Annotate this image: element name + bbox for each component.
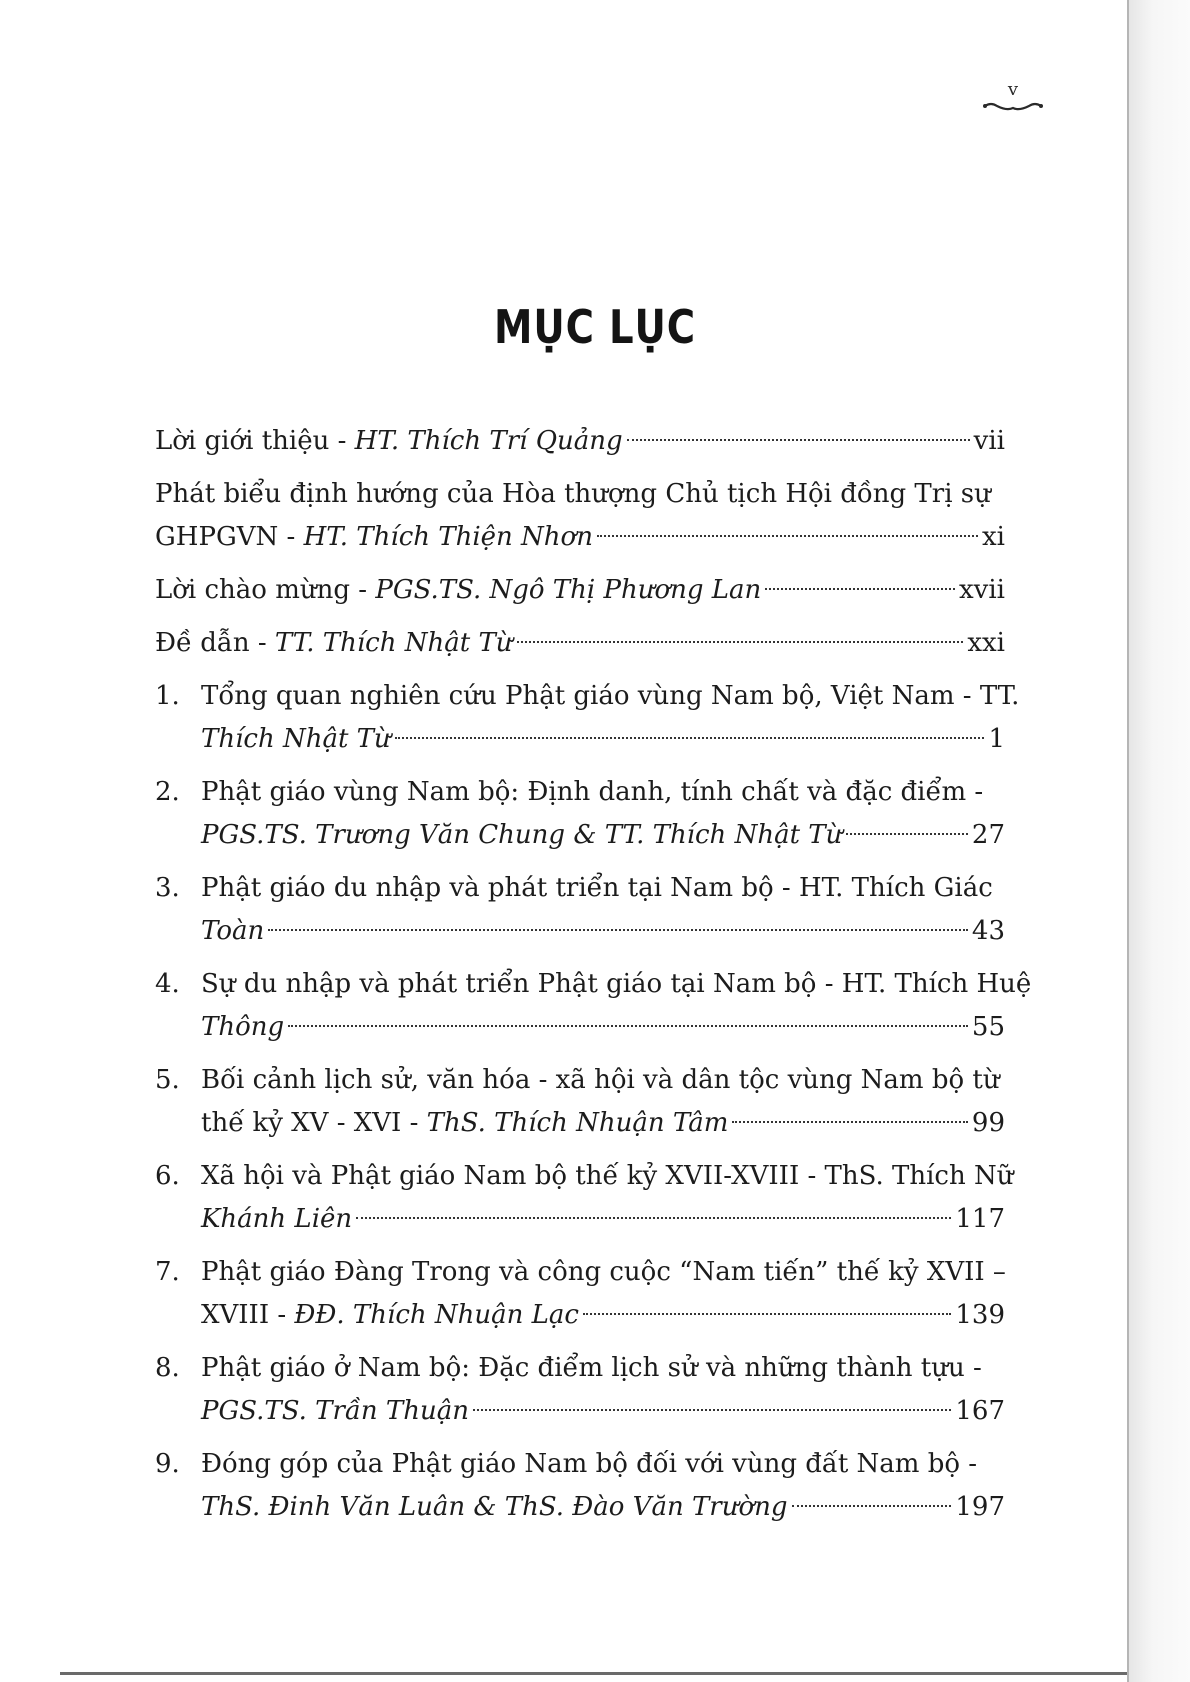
dot-leader [583, 1313, 951, 1315]
toc-entry-title: XVIII - [201, 1300, 295, 1330]
dot-leader [597, 535, 978, 537]
toc-entry-author: Toàn [201, 916, 265, 946]
dot-leader [268, 929, 968, 931]
toc-entry-last-line [201, 718, 1005, 761]
toc-entry[interactable] [155, 622, 1005, 665]
toc-entry-author: ThS. Thích Nhuận Tâm [426, 1108, 729, 1138]
toc-entry-title: Phật giáo vùng Nam bộ: Định danh, tính chất và đặc điểm - [201, 777, 984, 807]
toc-entry[interactable] [155, 675, 1020, 761]
toc-entry-title: Lời giới thiệu - [155, 426, 355, 456]
toc-entry-title: GHPGVN - [155, 522, 304, 552]
toc-entry-page: 27 [971, 820, 1005, 850]
toc-entry[interactable] [155, 1155, 1014, 1241]
toc-entry-last-line [201, 1006, 1005, 1049]
toc-entry-page: 197 [955, 1492, 1005, 1522]
toc-entry[interactable] [155, 963, 1032, 1049]
toc-entry-author: ThS. Đinh Văn Luân & ThS. Đào Văn Trường [201, 1492, 788, 1522]
toc-entry-number: 1. [155, 681, 180, 711]
dot-leader [732, 1121, 968, 1123]
toc-entry[interactable] [155, 867, 1005, 953]
dot-leader [792, 1505, 952, 1507]
toc-entry-number: 6. [155, 1161, 180, 1191]
toc-entry-title: Đề dẫn - [155, 628, 275, 658]
dot-leader [288, 1025, 968, 1027]
toc-entry-author: HT. Thích Thiện Nhơn [303, 522, 593, 552]
toc-entry-last-line [201, 1486, 1005, 1529]
toc-entry[interactable] [155, 1443, 1005, 1529]
toc-entry-page: xi [982, 522, 1005, 552]
toc-entry-title: Phát biểu định hướng của Hòa thượng Chủ tịch Hội đồng Trị sự [155, 479, 991, 509]
toc-entry-author: HT. Thích Trí Quảng [354, 426, 623, 456]
toc-entry-number: 7. [155, 1257, 180, 1287]
toc-entry-title: Phật giáo Đàng Trong và công cuộc “Nam tiến” thế kỷ XVII – [201, 1257, 1006, 1287]
toc-entry-page: 55 [971, 1012, 1005, 1042]
toc-entry[interactable] [155, 1347, 1005, 1433]
dot-leader [517, 641, 964, 643]
toc-entry-title: Lời chào mừng - [155, 575, 376, 605]
toc-entry-page: xxi [967, 628, 1005, 658]
toc-entry-title: Sự du nhập và phát triển Phật giáo tại Nam bộ - HT. Thích Huệ [201, 969, 1032, 999]
toc-entry-last-line [201, 910, 1005, 953]
toc-entry-number: 8. [155, 1353, 180, 1383]
page-title: MỤC LỤC [494, 300, 696, 354]
dot-leader [846, 833, 968, 835]
dot-leader [356, 1217, 951, 1219]
toc-entry-number: 4. [155, 969, 180, 999]
toc-entry-author: Thích Nhật Từ [201, 724, 391, 754]
toc-entry-last-line [155, 622, 1005, 665]
toc-entry-title: Phật giáo du nhập và phát triển tại Nam bộ - HT. Thích Giác [201, 873, 993, 903]
toc-entry-author: Thông [201, 1012, 285, 1042]
toc-entry-last-line [155, 420, 1005, 463]
toc-entry-page: xvii [959, 575, 1005, 605]
toc-entry[interactable] [155, 420, 1005, 463]
toc-entry-title: Đóng góp của Phật giáo Nam bộ đối với vùng đất Nam bộ - [201, 1449, 978, 1479]
page-number-text: v [1007, 79, 1019, 100]
dot-leader [765, 588, 955, 590]
toc-entry-page: vii [973, 426, 1005, 456]
bottom-rule [60, 1672, 1127, 1675]
toc-entry-title: thế kỷ XV - XVI - [201, 1108, 427, 1138]
toc-entry-author: ĐĐ. Thích Nhuận Lạc [294, 1300, 579, 1330]
toc-entry-author: PGS.TS. Trần Thuận [201, 1396, 469, 1426]
ornament-flourish-icon [981, 100, 1045, 112]
toc-entry[interactable] [155, 1059, 1005, 1145]
toc-entry-page: 43 [971, 916, 1005, 946]
toc-entry-number: 5. [155, 1065, 180, 1095]
toc-entry-author: Khánh Liên [201, 1204, 353, 1234]
toc-entry-last-line [201, 814, 1005, 857]
toc-entry-last-line [201, 1198, 1005, 1241]
page-number [978, 80, 1048, 114]
toc-entry-last-line [201, 1102, 1005, 1145]
toc-entry-last-line [155, 569, 1005, 612]
toc-entry-title: Xã hội và Phật giáo Nam bộ thế kỷ XVII-XVIII - ThS. Thích Nữ [201, 1161, 1014, 1191]
toc-entry-page: 139 [955, 1300, 1005, 1330]
dot-leader [627, 439, 970, 441]
toc-entry-number: 9. [155, 1449, 180, 1479]
toc-entry-page: 1 [988, 724, 1005, 754]
toc-entry[interactable] [155, 1251, 1005, 1337]
toc-entry-number: 3. [155, 873, 180, 903]
toc-entry-last-line [155, 516, 1005, 559]
toc-entry-author: PGS.TS. Ngô Thị Phương Lan [375, 575, 762, 605]
toc-entry[interactable] [155, 473, 1005, 559]
toc-entry[interactable] [155, 569, 1005, 612]
toc-entry-number: 2. [155, 777, 180, 807]
dot-leader [395, 737, 985, 739]
toc-entry-page: 99 [971, 1108, 1005, 1138]
table-of-contents [155, 420, 1032, 1539]
toc-entry-title: Phật giáo ở Nam bộ: Đặc điểm lịch sử và những thành tựu - [201, 1353, 982, 1383]
toc-entry-title: Tổng quan nghiên cứu Phật giáo vùng Nam bộ, Việt Nam - TT. [201, 681, 1020, 711]
toc-entry-page: 117 [955, 1204, 1005, 1234]
toc-entry-page: 167 [955, 1396, 1005, 1426]
dot-leader [473, 1409, 951, 1411]
toc-entry-title: Bối cảnh lịch sử, văn hóa - xã hội và dân tộc vùng Nam bộ từ [201, 1065, 1000, 1095]
toc-entry[interactable] [155, 771, 1005, 857]
toc-entry-last-line [201, 1390, 1005, 1433]
toc-entry-author: TT. Thích Nhật Từ [274, 628, 513, 658]
toc-entry-author: PGS.TS. Trương Văn Chung & TT. Thích Nhật Từ [201, 820, 843, 850]
book-spine-shadow [1129, 0, 1190, 1682]
toc-entry-last-line [201, 1294, 1005, 1337]
